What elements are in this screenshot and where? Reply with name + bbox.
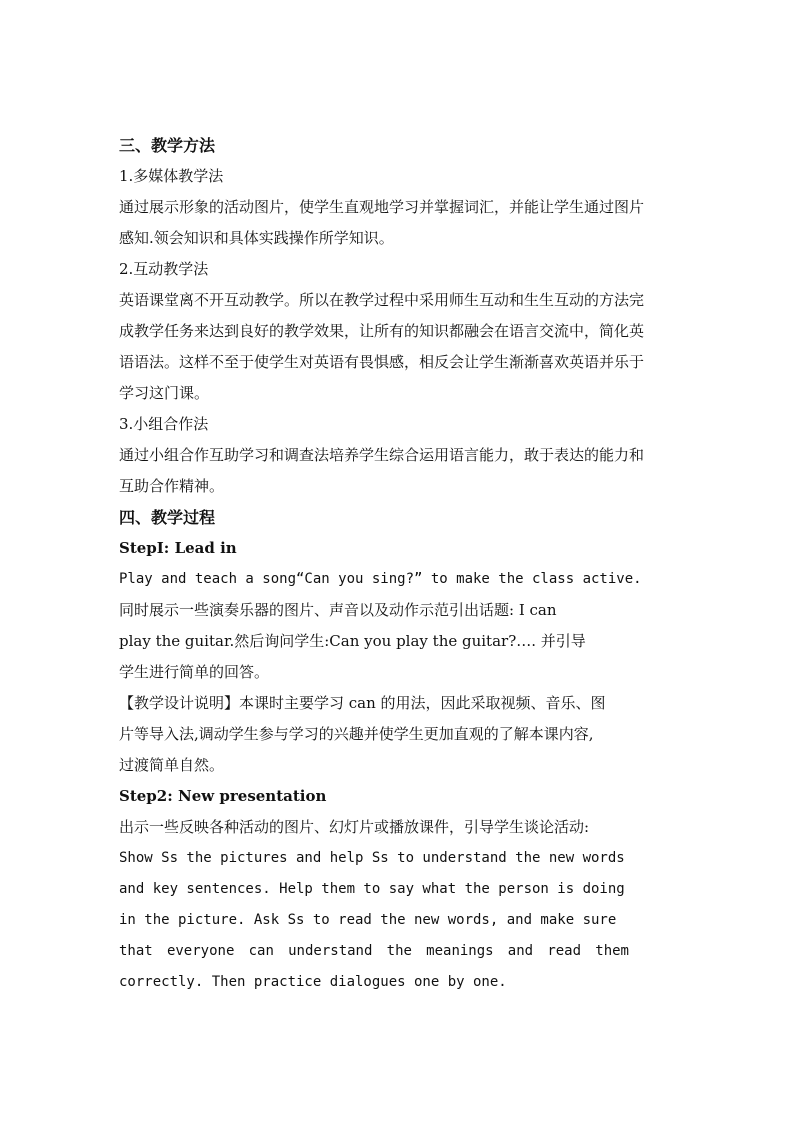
step-2-text-line-2: Show Ss the pictures and help Ss to understand the new words [119, 850, 625, 866]
step-2-text-line-4: in the picture. Ask Ss to read the new words, and make sure [119, 912, 617, 928]
method-3-text-line-1: 通过小组合作互助学习和调查法培养学生综合运用语言能力，敢于表达的能力和 [119, 446, 645, 464]
design-note-line-2: 片等导入法,调动学生参与学习的兴趣并使学生更加直观的了解本课内容, [119, 725, 594, 743]
design-note-line-3: 过渡简单自然。 [119, 756, 225, 774]
design-note-line-1: 【教学设计说明】本课时主要学习 can 的用法，因此采取视频、音乐、图 [119, 694, 606, 712]
method-2-text-line-1: 英语课堂离不开互动教学。所以在教学过程中采用师生互动和生生互动的方法完 [119, 291, 645, 309]
step-1-text-line-1: Play and teach a song“Can you sing?” to make the class active. [119, 571, 642, 587]
section-heading-teaching-methods: 三、教学方法 [119, 136, 216, 155]
step-1-text-line-4: 学生进行简单的回答。 [119, 663, 270, 681]
step-1-text-line-3: play the guitar.然后询问学生:Can you play the guitar?…. 并引导 [119, 632, 586, 650]
method-1-title: 1.多媒体教学法 [119, 167, 224, 185]
method-1-text-line-1: 通过展示形象的活动图片，使学生直观地学习并掌握词汇，并能让学生通过图片 [119, 198, 645, 216]
document-page [119, 130, 679, 998]
method-3-text-line-2: 互助合作精神。 [119, 477, 225, 495]
method-2-text-line-4: 学习这门课。 [119, 384, 210, 402]
step-2-text-line-5: that everyone can understand the meanings and read them [119, 943, 629, 959]
section-heading-teaching-process: 四、教学过程 [119, 508, 216, 527]
step-1-text-line-2: 同时展示一些演奏乐器的图片、声音以及动作示范引出话题: I can [119, 601, 557, 619]
step-2-title: Step2: New presentation [119, 787, 327, 805]
method-1-text-line-2: 感知.领会知识和具体实践操作所学知识。 [119, 229, 394, 247]
method-2-text-line-2: 成教学任务来达到良好的教学效果，让所有的知识都融会在语言交流中，简化英 [119, 322, 645, 340]
step-2-text-line-1: 出示一些反映各种活动的图片、幻灯片或播放课件，引导学生谈论活动: [119, 818, 590, 836]
method-2-title: 2.互动教学法 [119, 260, 209, 278]
step-2-text-line-6: correctly. Then practice dialogues one by one. [119, 974, 507, 990]
step-1-title: StepⅠ: Lead in [119, 539, 237, 557]
method-3-title: 3.小组合作法 [119, 415, 209, 433]
step-2-text-line-3: and key sentences. Help them to say what the person is doing [119, 881, 625, 897]
method-2-text-line-3: 语语法。这样不至于使学生对英语有畏惧感，相反会让学生渐渐喜欢英语并乐于 [119, 353, 645, 371]
